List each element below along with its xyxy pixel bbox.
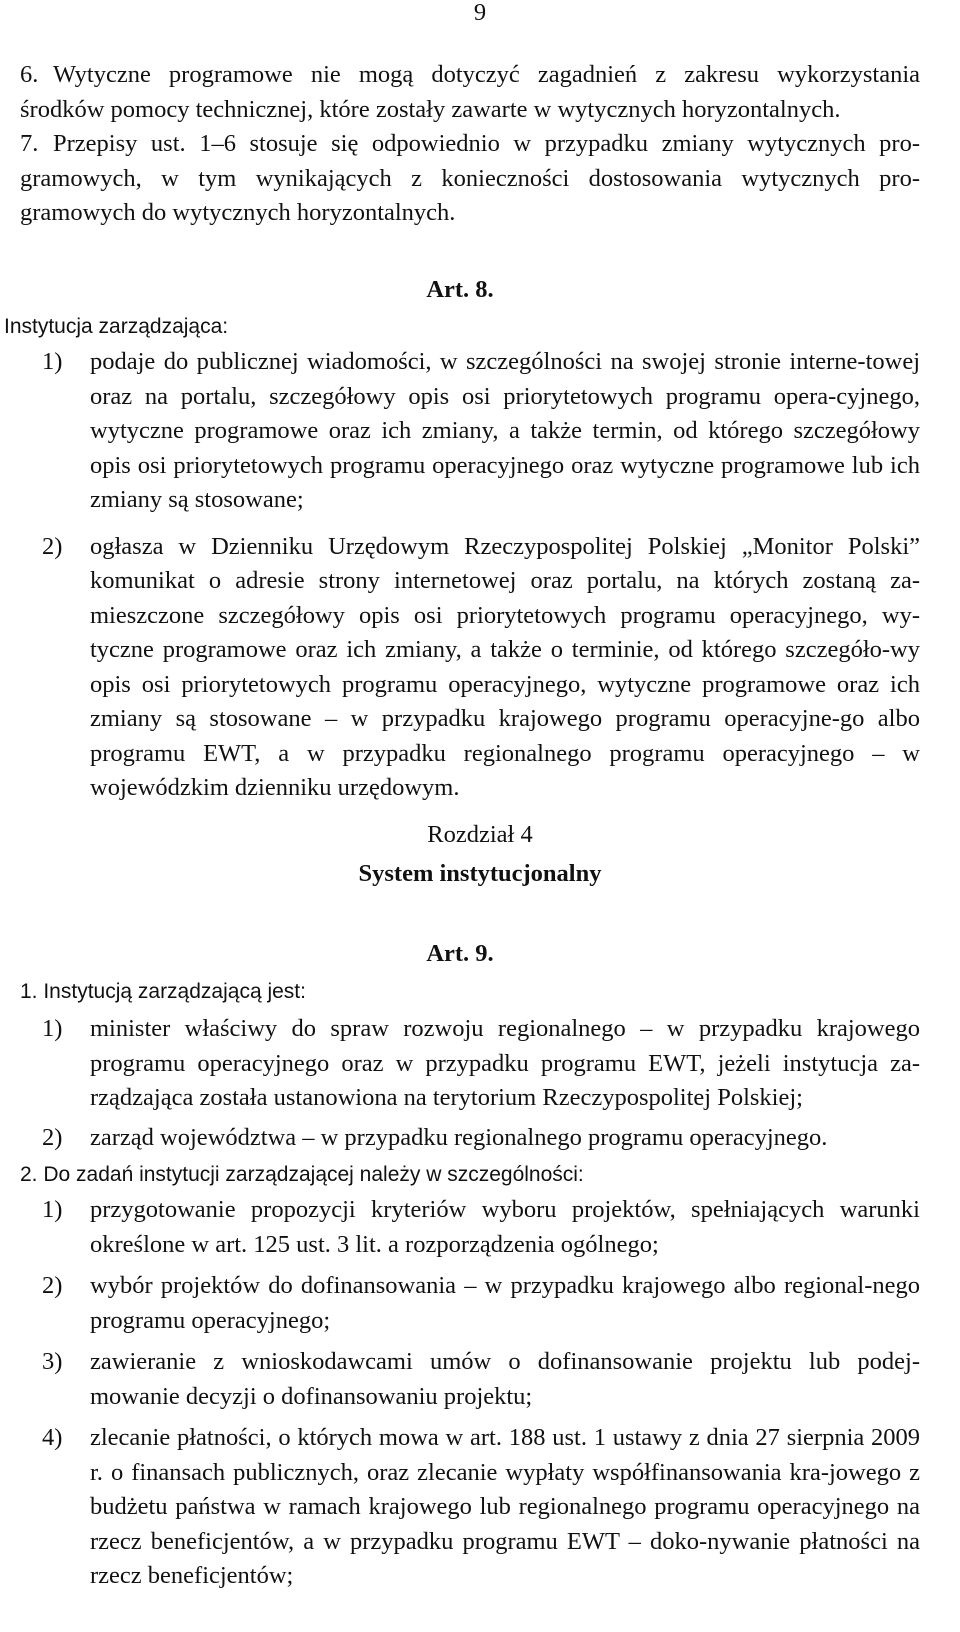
item-number: 4) — [42, 1424, 63, 1451]
item-number: 2) — [42, 532, 63, 560]
section-1-lead: 1. Instytucją zarządzającą jest: — [20, 980, 306, 1003]
chapter-label: Rozdział 4 — [427, 821, 533, 848]
list-item — [42, 530, 920, 806]
list-item — [42, 1193, 920, 1262]
item-text: ogłasza w Dzienniku Urzędowym Rzeczypospolitej Polskiej „Monitor Polski” komunikat o adresie strony internetowej oraz portalu, na których zostaną za-mieszczone szczegółowy opis osi priorytetowych programu operacyjnego, wy-tyczne programowe oraz ich zmiany, a także o terminie, od którego szczegóło-wy opis osi priorytetowych programu operacyjnego, wytyczne programowe oraz ich zmiany są stosowane – w przypadku krajowego programu operacyjne-go albo programu EWT, a w przypadku regionalnego programu operacyjnego – w wojewódzkim dzienniku urzędowym. — [90, 532, 920, 801]
paragraph-line: Wytyczne programowe nie mogą dotyczyć zagadnień z zakresu wykorzystania — [53, 61, 920, 88]
section-2-list — [42, 1193, 920, 1594]
list-item — [42, 345, 920, 518]
section-1-list — [42, 1012, 920, 1155]
list-item — [42, 1345, 920, 1414]
paragraph-6 — [20, 58, 920, 127]
section-2-lead: 2. Do zadań instytucji zarządzającej należy w szczególności: — [20, 1163, 584, 1186]
page-number: 9 — [473, 0, 487, 26]
article-heading: Art. 8. — [426, 276, 494, 303]
paragraph-line: gramowych do wytycznych horyzontalnych. — [20, 199, 456, 226]
paragraph-line: Przepisy ust. 1–6 stosuje się odpowiednio w przypadku zmiany wytycznych pro- — [53, 130, 920, 157]
item-number: 2) — [42, 1272, 63, 1299]
item-number: 2) — [42, 1123, 63, 1151]
item-text: minister właściwy do spraw rozwoju regionalnego – w przypadku krajowego programu operacyjnego oraz w przypadku programu EWT, jeżeli instytucja za-rządzająca została ustanowiona na terytorium Rzeczypospolitej Polskiej; — [90, 1015, 920, 1111]
item-number: 1) — [42, 348, 63, 375]
paragraph-7 — [20, 127, 920, 231]
article-8-list — [42, 345, 920, 806]
list-item — [42, 1269, 920, 1338]
item-text: zawieranie z wnioskodawcami umów o dofinansowanie projektu lub podej-mowanie decyzji o dofinansowaniu projektu; — [90, 1348, 920, 1410]
paragraph-line: środków pomocy technicznej, które zostały zawarte w wytycznych horyzontalnych. — [20, 95, 841, 123]
article-lead: Instytucja zarządzająca: — [4, 315, 229, 338]
list-item — [42, 1421, 920, 1594]
list-item — [42, 1012, 920, 1116]
item-text: podaje do publicznej wiadomości, w szczególności na swojej stronie interne-towej oraz na portalu, szczegółowy opis osi priorytetowych programu opera-cyjnego, wytyczne programowe oraz ich zmiany, a także termin, od którego szczegółowy opis osi priorytetowych programu operacyjnego oraz wytyczne programowe lub ich zmiany są stosowane; — [90, 348, 920, 513]
paragraph-number: 7. — [20, 130, 39, 157]
list-item — [42, 1121, 920, 1156]
paragraph-line: gramowych, w tym wynikających z konieczności dostosowania wytycznych pro- — [20, 164, 920, 192]
chapter-title: System instytucjonalny — [358, 860, 602, 887]
item-text: zarząd województwa – w przypadku regionalnego programu operacyjnego. — [90, 1123, 828, 1151]
item-number: 3) — [42, 1348, 63, 1375]
item-text: zlecanie płatności, o których mowa w art. 188 ust. 1 ustawy z dnia 27 sierpnia 2009 r. o finansach publicznych, oraz zlecanie wypłaty współfinansowania kra-jowego z budżetu państwa w ramach krajowego lub regionalnego programu operacyjnego na rzecz beneficjentów, a w przypadku programu EWT – doko-nywanie płatności na rzecz beneficjentów; — [90, 1424, 920, 1589]
item-number: 1) — [42, 1196, 63, 1223]
item-text: wybór projektów do dofinansowania – w przypadku krajowego albo regional-nego programu operacyjnego; — [90, 1272, 920, 1334]
paragraph-number: 6. — [20, 61, 39, 88]
item-number: 1) — [42, 1015, 63, 1042]
item-text: przygotowanie propozycji kryteriów wyboru projektów, spełniających warunki określone w art. 125 ust. 3 lit. a rozporządzenia ogólnego; — [90, 1196, 920, 1258]
article-heading: Art. 9. — [426, 940, 494, 967]
